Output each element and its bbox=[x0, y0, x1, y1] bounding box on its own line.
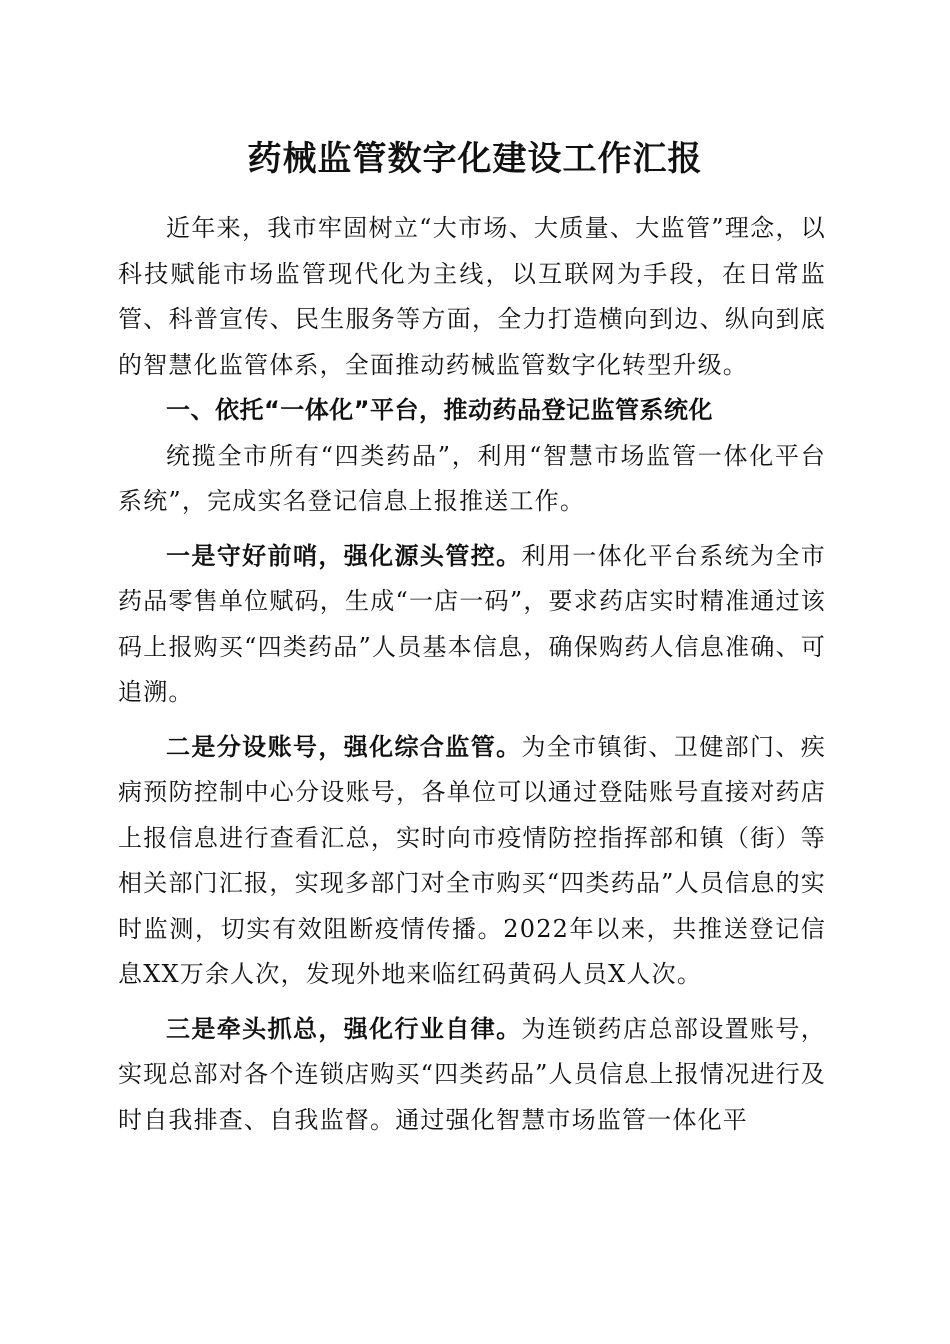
item-lead-3: 三是牵头抓总，强化行业自律。 bbox=[166, 1013, 522, 1043]
section-summary-paragraph: 统揽全市所有“四类药品”，利用“智慧市场监管一体化平台系统”，完成实名登记信息上报推送工作。 bbox=[118, 441, 826, 515]
paragraph-spacer bbox=[118, 525, 826, 533]
paragraph-spacer bbox=[118, 998, 826, 1006]
intro-paragraph: 近年来，我市牢固树立“大市场、大质量、大监管”理念，以科技赋能市场监管现代化为主线，以互联网为手段，在日常监管、科普宣传、民生服务等方面，全力打造横向到边、纵向到底的智慧化监管体系，全面推动药械监管数字化转型升级。 bbox=[118, 214, 826, 379]
item-text-2: 为全市镇街、卫健部门、疾病预防控制中心分设账号，各单位可以通过登陆账号直接对药店上报信息进行查看汇总，实时向市疫情防控指挥部和镇（街）等相关部门汇报，实现多部门对全市购买“四类药品”人员信息的实时监测，切实有效阻断疫情传播。2022年以来，共推送登记信息XX万余人次，发现外地来临红码黄码人员X人次。 bbox=[118, 732, 826, 988]
item-paragraph-1 bbox=[118, 533, 826, 716]
document-title: 药械监管数字化建设工作汇报 bbox=[247, 139, 703, 179]
item-lead-1: 一是守好前哨，强化源头管控。 bbox=[166, 540, 522, 570]
item-text-1: 利用一体化平台系统为全市药品零售单位赋码，生成“一店一码”，要求药店实时精准通过该码上报购买“四类药品”人员基本信息，确保购药人信息准确、可追溯。 bbox=[118, 541, 826, 706]
item-paragraph-3 bbox=[118, 1006, 826, 1144]
item-lead-2: 二是分设账号，强化综合监管。 bbox=[166, 731, 522, 761]
document-body bbox=[118, 206, 826, 1143]
item-text-3: 为连锁药店总部设置账号，实现总部对各个连锁店购买“四类药品”人员信息上报情况进行及时自我排查、自我监督。通过强化智慧市场监管一体化平 bbox=[118, 1014, 826, 1134]
item-paragraph-2 bbox=[118, 724, 826, 998]
paragraph-spacer bbox=[118, 716, 826, 724]
section-heading: 一、依托“一体化”平台，推动药品登记监管系统化 bbox=[166, 396, 714, 424]
